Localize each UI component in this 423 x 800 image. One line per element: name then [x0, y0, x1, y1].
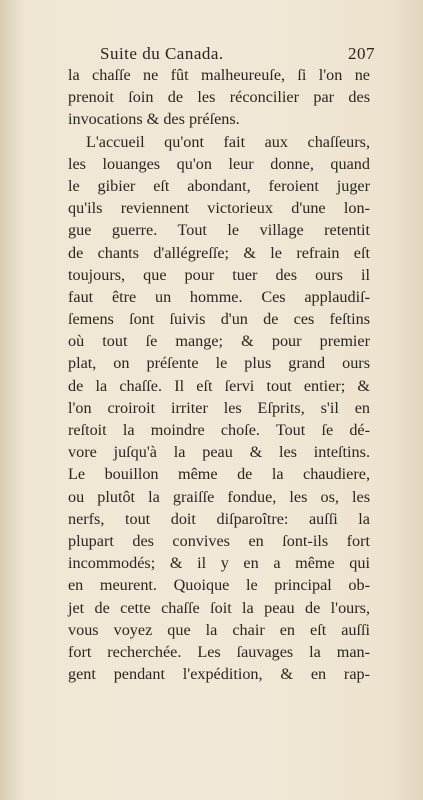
text-line: Le bouillon même de la chaudiere,: [68, 465, 370, 484]
text-line: plupart des convives en ſont-ils fort: [68, 531, 370, 550]
text-line: prenoit ſoin de les réconcilier par des: [68, 88, 370, 107]
text-line: gent pendant l'expédition, & en rap-: [68, 665, 370, 684]
running-title: Suite du Canada.: [100, 44, 224, 63]
text-line: le gibier eſt abondant, feroient juger: [68, 176, 370, 195]
text-line: nerfs, tout doit diſparoître: auſſi la: [68, 509, 370, 528]
text-line: ou plutôt la graiſſe fondue, les os, les: [68, 487, 370, 506]
text-line: qu'ils reviennent victorieux d'une lon-: [68, 199, 370, 218]
body-text: [68, 64, 370, 685]
text-line: plat, on préſente le plus grand ours: [68, 354, 370, 373]
page-number: 207: [348, 44, 375, 63]
text-line: la chaſſe ne fût malheureuſe, ſi l'on ne: [68, 66, 370, 84]
text-line: l'on croiroit irriter les Eſprits, s'il en: [68, 398, 370, 417]
text-line: en meurent. Quoique le principal ob-: [68, 576, 370, 595]
text-line: incommodés; & il y en a même qui: [68, 554, 370, 573]
text-line: gue guerre. Tout le village retentit: [68, 221, 370, 240]
text-line: de la chaſſe. Il eſt ſervi tout entier; &: [68, 376, 370, 395]
text-line: vore juſqu'à la peau & les inteſtins.: [68, 443, 370, 462]
text-line: toujours, que pour tuer des ours il: [68, 265, 370, 284]
text-line: reſtoit la moindre choſe. Tout ſe dé-: [68, 421, 370, 439]
text-line: vous voyez que la chair en eſt auſſi: [68, 620, 370, 639]
text-line: faut être un homme. Ces applaudiſ-: [68, 287, 370, 306]
text-line: invocations & des préſens.: [68, 110, 240, 129]
text-line: fort recherchée. Les ſauvages la man-: [68, 642, 370, 661]
text-line: L'accueil qu'ont fait aux chaſſeurs,: [86, 132, 370, 151]
text-line: jet de cette chaſſe ſoit la peau de l'ours,: [68, 598, 370, 617]
text-line: où tout ſe mange; & pour premier: [68, 332, 370, 351]
text-line: ſemens ſont ſuivis d'un de ces feſtins: [68, 310, 370, 329]
text-line: les louanges qu'on leur donne, quand: [68, 154, 370, 173]
text-line: de chants d'allégreſſe; & le refrain eſt: [68, 243, 370, 262]
